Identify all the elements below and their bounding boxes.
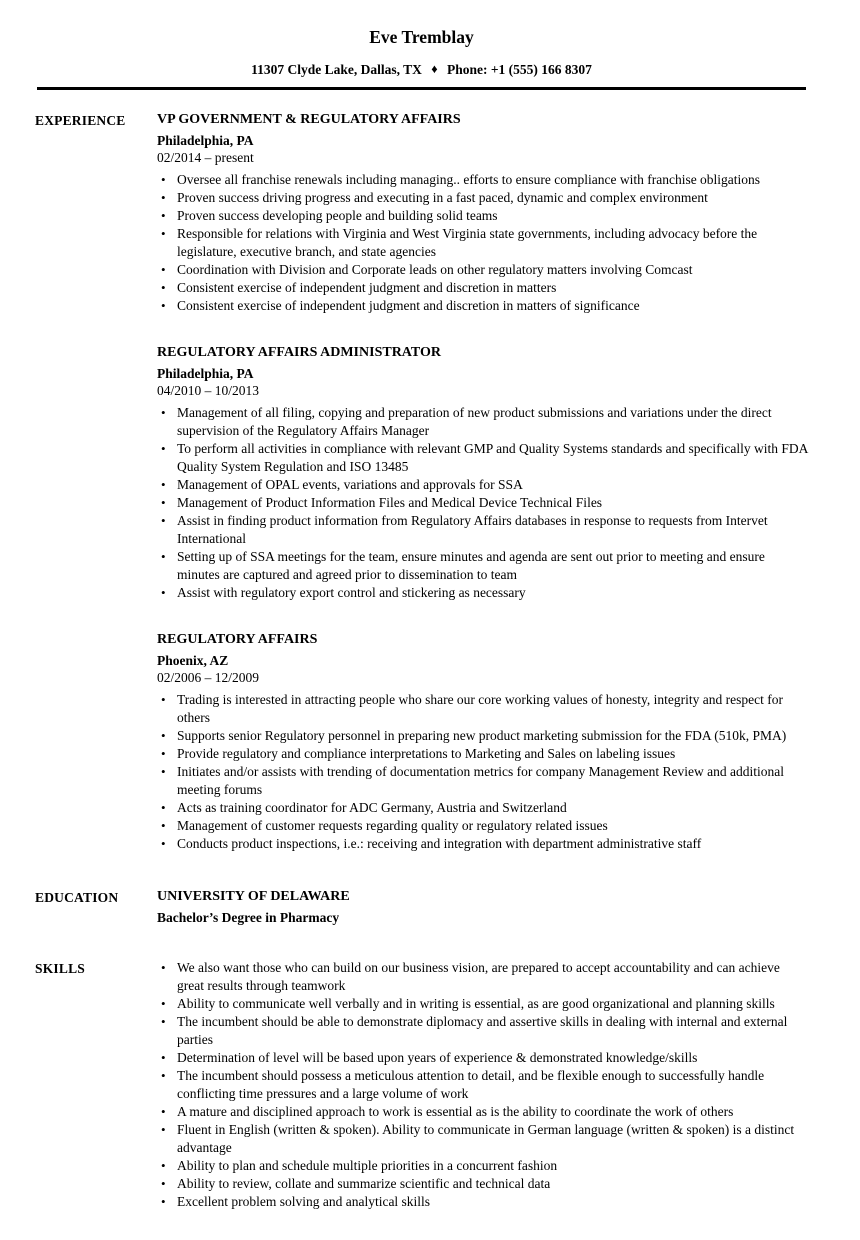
contact-line <box>37 61 806 78</box>
skills-section <box>35 959 810 1211</box>
bullet-item: • Assist in finding product information from Regulatory Affairs databases in response to requests from Intervet International <box>157 512 810 548</box>
skills-body <box>157 959 810 1211</box>
education-body <box>157 888 810 926</box>
bullet-item: • Fluent in English (written & spoken). Ability to communicate in German language (written & spoken) is a distinct advantage <box>157 1121 810 1157</box>
job-dates: 04/2010 – 10/2013 <box>157 382 260 398</box>
job-title: REGULATORY AFFAIRS ADMINISTRATOR <box>157 344 441 360</box>
job-location: Philadelphia, PA <box>157 365 254 381</box>
bullet-item: • A mature and disciplined approach to work is essential as is the ability to coordinate the work of others <box>157 1103 810 1121</box>
bullet-item: • Responsible for relations with Virginia and West Virginia state governments, including advocacy before the legislature, executive branch, and state agencies <box>157 225 810 261</box>
phone-text: Phone: +1 (555) 166 8307 <box>446 62 592 77</box>
bullet-item: • Proven success driving progress and executing in a fast paced, dynamic and complex environment <box>157 189 810 207</box>
bullet-item: • Setting up of SSA meetings for the team, ensure minutes and agenda are sent out prior to meeting and ensure minutes are captured and agreed prior to dissemination to team <box>157 548 810 584</box>
bullet-item: • Consistent exercise of independent judgment and discretion in matters of significance <box>157 297 810 315</box>
job-entry <box>157 344 810 602</box>
bullet-item: • Management of Product Information Files and Medical Device Technical Files <box>157 494 810 512</box>
bullet-item: • Trading is interested in attracting people who share our core working values of honesty, integrity and respect for others <box>157 691 810 727</box>
job-bullet-list <box>157 171 810 315</box>
address-text: 11307 Clyde Lake, Dallas, TX <box>251 62 422 77</box>
bullet-item: • To perform all activities in compliance with relevant GMP and Quality Systems standards and specifically with FDA Quality System Regulation and ISO 13485 <box>157 440 810 476</box>
job-dates: 02/2006 – 12/2009 <box>157 669 260 685</box>
job-bullet-list <box>157 404 810 602</box>
experience-section <box>35 111 810 853</box>
bullet-item: • The incumbent should be able to demonstrate diplomacy and assertive skills in dealing with internal and external parties <box>157 1013 810 1049</box>
bullet-item: • Excellent problem solving and analytical skills <box>157 1193 810 1211</box>
bullet-item: • Management of customer requests regarding quality or regulatory related issues <box>157 817 810 835</box>
candidate-name: Eve Tremblay <box>369 27 474 47</box>
job-location: Phoenix, AZ <box>157 652 229 668</box>
bullet-item: • Provide regulatory and compliance interpretations to Marketing and Sales on labeling issues <box>157 745 810 763</box>
bullet-item: • We also want those who can build on our business vision, are prepared to accept accountability and can achieve great results through teamwork <box>157 959 810 995</box>
bullet-item: • Supports senior Regulatory personnel in preparing new product marketing submission for the FDA (510k, PMA) <box>157 727 810 745</box>
job-entry <box>157 111 810 315</box>
education-section <box>35 888 810 926</box>
bullet-item: • The incumbent should possess a meticulous attention to detail, and be flexible enough to successfully handle conflicting time pressures and a large volume of work <box>157 1067 810 1103</box>
bullet-item: • Ability to communicate well verbally and in writing is essential, as are good organizational and planning skills <box>157 995 810 1013</box>
job-bullet-list <box>157 691 810 853</box>
school-name: UNIVERSITY OF DELAWARE <box>157 888 350 904</box>
bullet-item: • Management of all filing, copying and preparation of new product submissions and variations under the direct supervision of the Regulatory Affairs Manager <box>157 404 810 440</box>
bullet-item: • Consistent exercise of independent judgment and discretion in matters <box>157 279 810 297</box>
bullet-item: • Acts as training coordinator for ADC Germany, Austria and Switzerland <box>157 799 810 817</box>
degree-name: Bachelor’s Degree in Pharmacy <box>157 909 340 925</box>
bullet-item: • Assist with regulatory export control and stickering as necessary <box>157 584 810 602</box>
skills-bullet-list <box>157 959 810 1211</box>
bullet-item: • Oversee all franchise renewals including managing.. efforts to ensure compliance with franchise obligations <box>157 171 810 189</box>
skills-label: SKILLS <box>35 960 85 976</box>
education-label: EDUCATION <box>35 889 119 905</box>
job-entry <box>157 631 810 853</box>
header-divider <box>37 87 806 90</box>
experience-body <box>157 111 810 853</box>
bullet-item: • Conducts product inspections, i.e.: receiving and integration with department administrative staff <box>157 835 810 853</box>
job-title: VP GOVERNMENT & REGULATORY AFFAIRS <box>157 111 461 127</box>
job-dates: 02/2014 – present <box>157 149 254 165</box>
diamond-icon: ♦ <box>431 62 438 76</box>
bullet-item: • Ability to review, collate and summarize scientific and technical data <box>157 1175 810 1193</box>
bullet-item: • Management of OPAL events, variations and approvals for SSA <box>157 476 810 494</box>
bullet-item: • Initiates and/or assists with trending of documentation metrics for company Management Review and additional meeting forums <box>157 763 810 799</box>
resume-header <box>37 27 806 78</box>
bullet-item: • Coordination with Division and Corporate leads on other regulatory matters involving Comcast <box>157 261 810 279</box>
job-title: REGULATORY AFFAIRS <box>157 631 318 647</box>
experience-label: EXPERIENCE <box>35 112 126 128</box>
bullet-item: • Proven success developing people and building solid teams <box>157 207 810 225</box>
bullet-item: • Ability to plan and schedule multiple priorities in a concurrent fashion <box>157 1157 810 1175</box>
bullet-item: • Determination of level will be based upon years of experience & demonstrated knowledge/skills <box>157 1049 810 1067</box>
job-location: Philadelphia, PA <box>157 132 254 148</box>
